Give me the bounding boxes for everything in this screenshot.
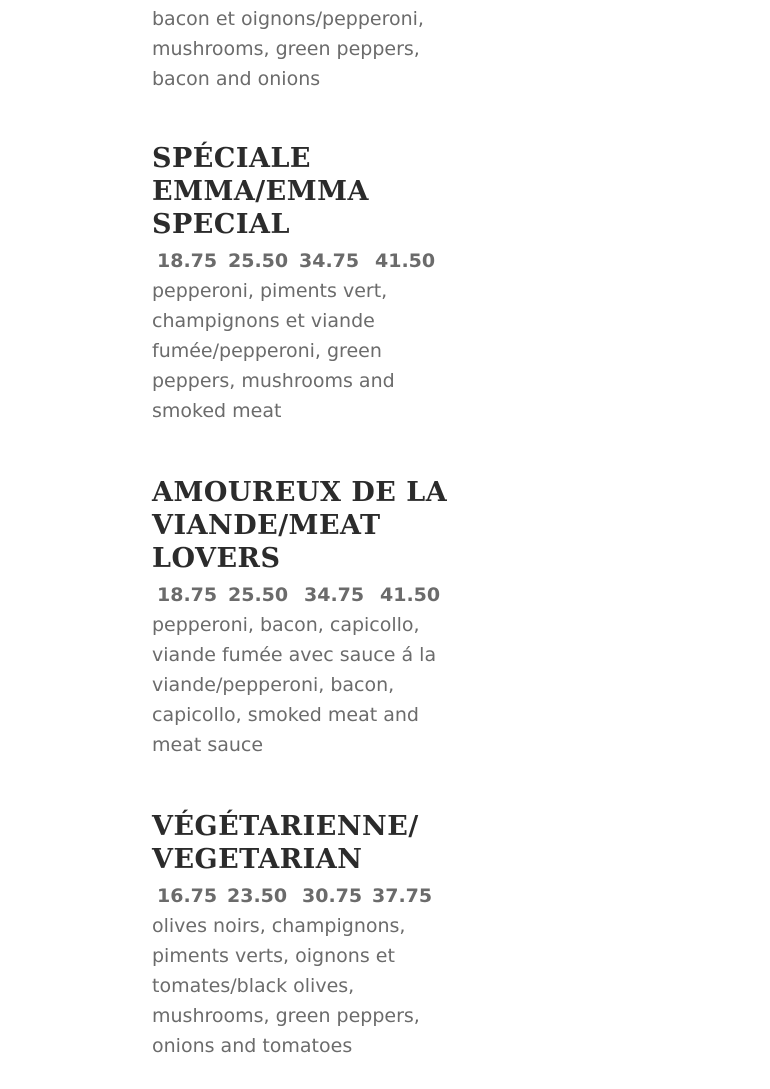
desc-line: fumée/pepperoni, green [152,340,382,362]
price-small: 18.75 [157,584,218,606]
price-small: 16.75 [157,885,218,907]
desc-line: onions and tomatoes [152,1035,353,1057]
price-xlarge: 41.50 [375,250,436,272]
desc-line: peppers, mushrooms and [152,370,395,392]
desc-line: smoked meat [152,400,282,422]
desc-line: bacon and onions [152,68,321,90]
price-xlarge: 41.50 [380,584,441,606]
price-row [152,881,472,911]
title-line: VEGETARIAN [152,844,363,875]
desc-line: pepperoni, bacon, capicollo, [152,614,420,636]
price-medium: 25.50 [228,584,289,606]
desc-line: pepperoni, piments vert, [152,280,388,302]
item-title [152,810,472,876]
price-large: 34.75 [304,584,365,606]
item-description [152,4,472,94]
menu-item-vegetarian [152,810,472,1061]
menu-item-speciale-emma [152,142,472,426]
item-title [152,476,472,575]
menu-item-meat-lovers [152,476,472,760]
title-line: VIANDE/MEAT [152,510,381,541]
desc-line: olives noirs, champignons, [152,915,406,937]
price-large: 34.75 [299,250,360,272]
desc-line: bacon et oignons/pepperoni, [152,8,424,30]
desc-line: champignons et viande [152,310,375,332]
menu-item-partial [152,4,472,94]
title-line: SPECIAL [152,209,290,240]
price-medium: 25.50 [228,250,289,272]
desc-line: tomates/black olives, [152,975,355,997]
title-line: LOVERS [152,543,281,574]
item-description [152,911,472,1061]
title-line: EMMA/EMMA [152,176,369,207]
price-row [152,246,472,276]
price-row [152,580,472,610]
desc-line: piments verts, oignons et [152,945,395,967]
price-medium: 23.50 [227,885,288,907]
price-xlarge: 37.75 [372,885,433,907]
price-small: 18.75 [157,250,218,272]
item-description [152,610,472,760]
title-line: AMOUREUX DE LA [152,477,448,508]
desc-line: mushrooms, green peppers, [152,1005,420,1027]
desc-line: capicollo, smoked meat and [152,704,419,726]
desc-line: viande fumée avec sauce á la [152,644,437,666]
desc-line: viande/pepperoni, bacon, [152,674,395,696]
desc-line: meat sauce [152,734,264,756]
desc-line: mushrooms, green peppers, [152,38,420,60]
title-line: SPÉCIALE [152,143,312,174]
title-line: VÉGÉTARIENNE/ [152,811,419,842]
item-title [152,142,472,241]
price-large: 30.75 [302,885,363,907]
item-description [152,276,472,426]
